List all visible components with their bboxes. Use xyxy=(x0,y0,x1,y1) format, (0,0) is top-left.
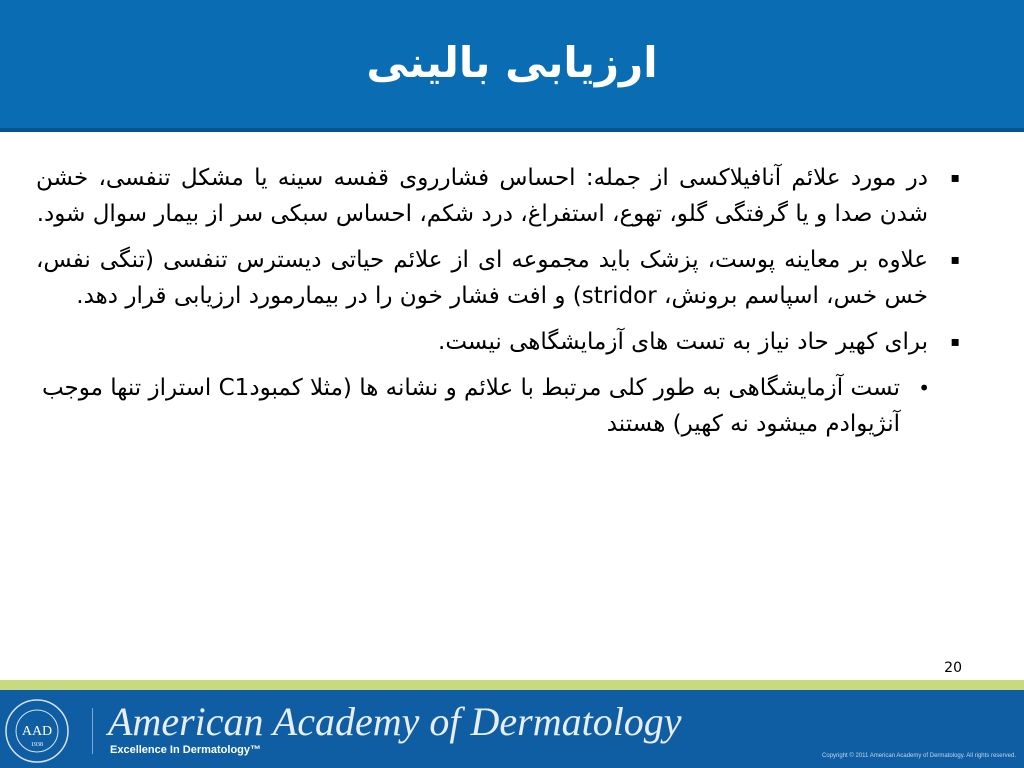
sub-bullet-item xyxy=(36,370,960,442)
page-number: 20 xyxy=(944,660,962,676)
footer-bar xyxy=(0,680,1024,768)
bullet-text: برای کهیر حاد نیاز به تست های آزمایشگاهی نیست. xyxy=(438,329,928,355)
square-bullet-icon: ▪ xyxy=(950,170,960,186)
bullet-item xyxy=(36,160,960,232)
round-bullet-icon: • xyxy=(918,376,930,400)
bullet-text: در مورد علائم آنافیلاکسی از جمله: احساس فشارروی قفسه سینه یا مشکل تنفسی، خشن شدن صدا و یا گرفتگی گلو، تهوع، استفراغ، درد شکم، احساس سبکی سر از بیمار سوال شود. xyxy=(36,165,928,227)
aad-seal-logo xyxy=(4,698,70,764)
organization-tagline: Excellence In Dermatology™ xyxy=(110,744,261,756)
bullet-text: علاوه بر معاینه پوست، پزشک باید مجموعه ای از علائم حیاتی دیسترس تنفسی (تنگی نفس، خس خس، اسپاسم برونش، stridor) و افت فشار خون را در بیمارمورد ارزیابی قرار دهد. xyxy=(36,247,928,309)
bullet-item xyxy=(36,324,960,360)
slide-content xyxy=(36,160,960,442)
seal-text: AAD xyxy=(21,724,53,739)
footer-divider xyxy=(92,708,93,754)
organization-name: American Academy of Dermatology xyxy=(108,699,682,744)
sub-bullet-text: تست آزمایشگاهی به طور کلی مرتبط با علائم و نشانه ها (مثلا کمبودC1 استراز تنها موجب آنژیوادم میشود نه کهیر) هستند xyxy=(41,375,900,437)
square-bullet-icon: ▪ xyxy=(950,252,960,268)
slide-title: ارزیابی بالینی xyxy=(366,38,658,87)
square-bullet-icon: ▪ xyxy=(950,334,960,350)
copyright-notice: Copyright © 2011 American Academy of Dermatology. All rights reserved. xyxy=(822,753,1016,759)
seal-year: 1938 xyxy=(31,742,43,748)
bullet-item xyxy=(36,242,960,314)
title-bar xyxy=(0,0,1024,132)
footer-stripe xyxy=(0,680,1024,690)
